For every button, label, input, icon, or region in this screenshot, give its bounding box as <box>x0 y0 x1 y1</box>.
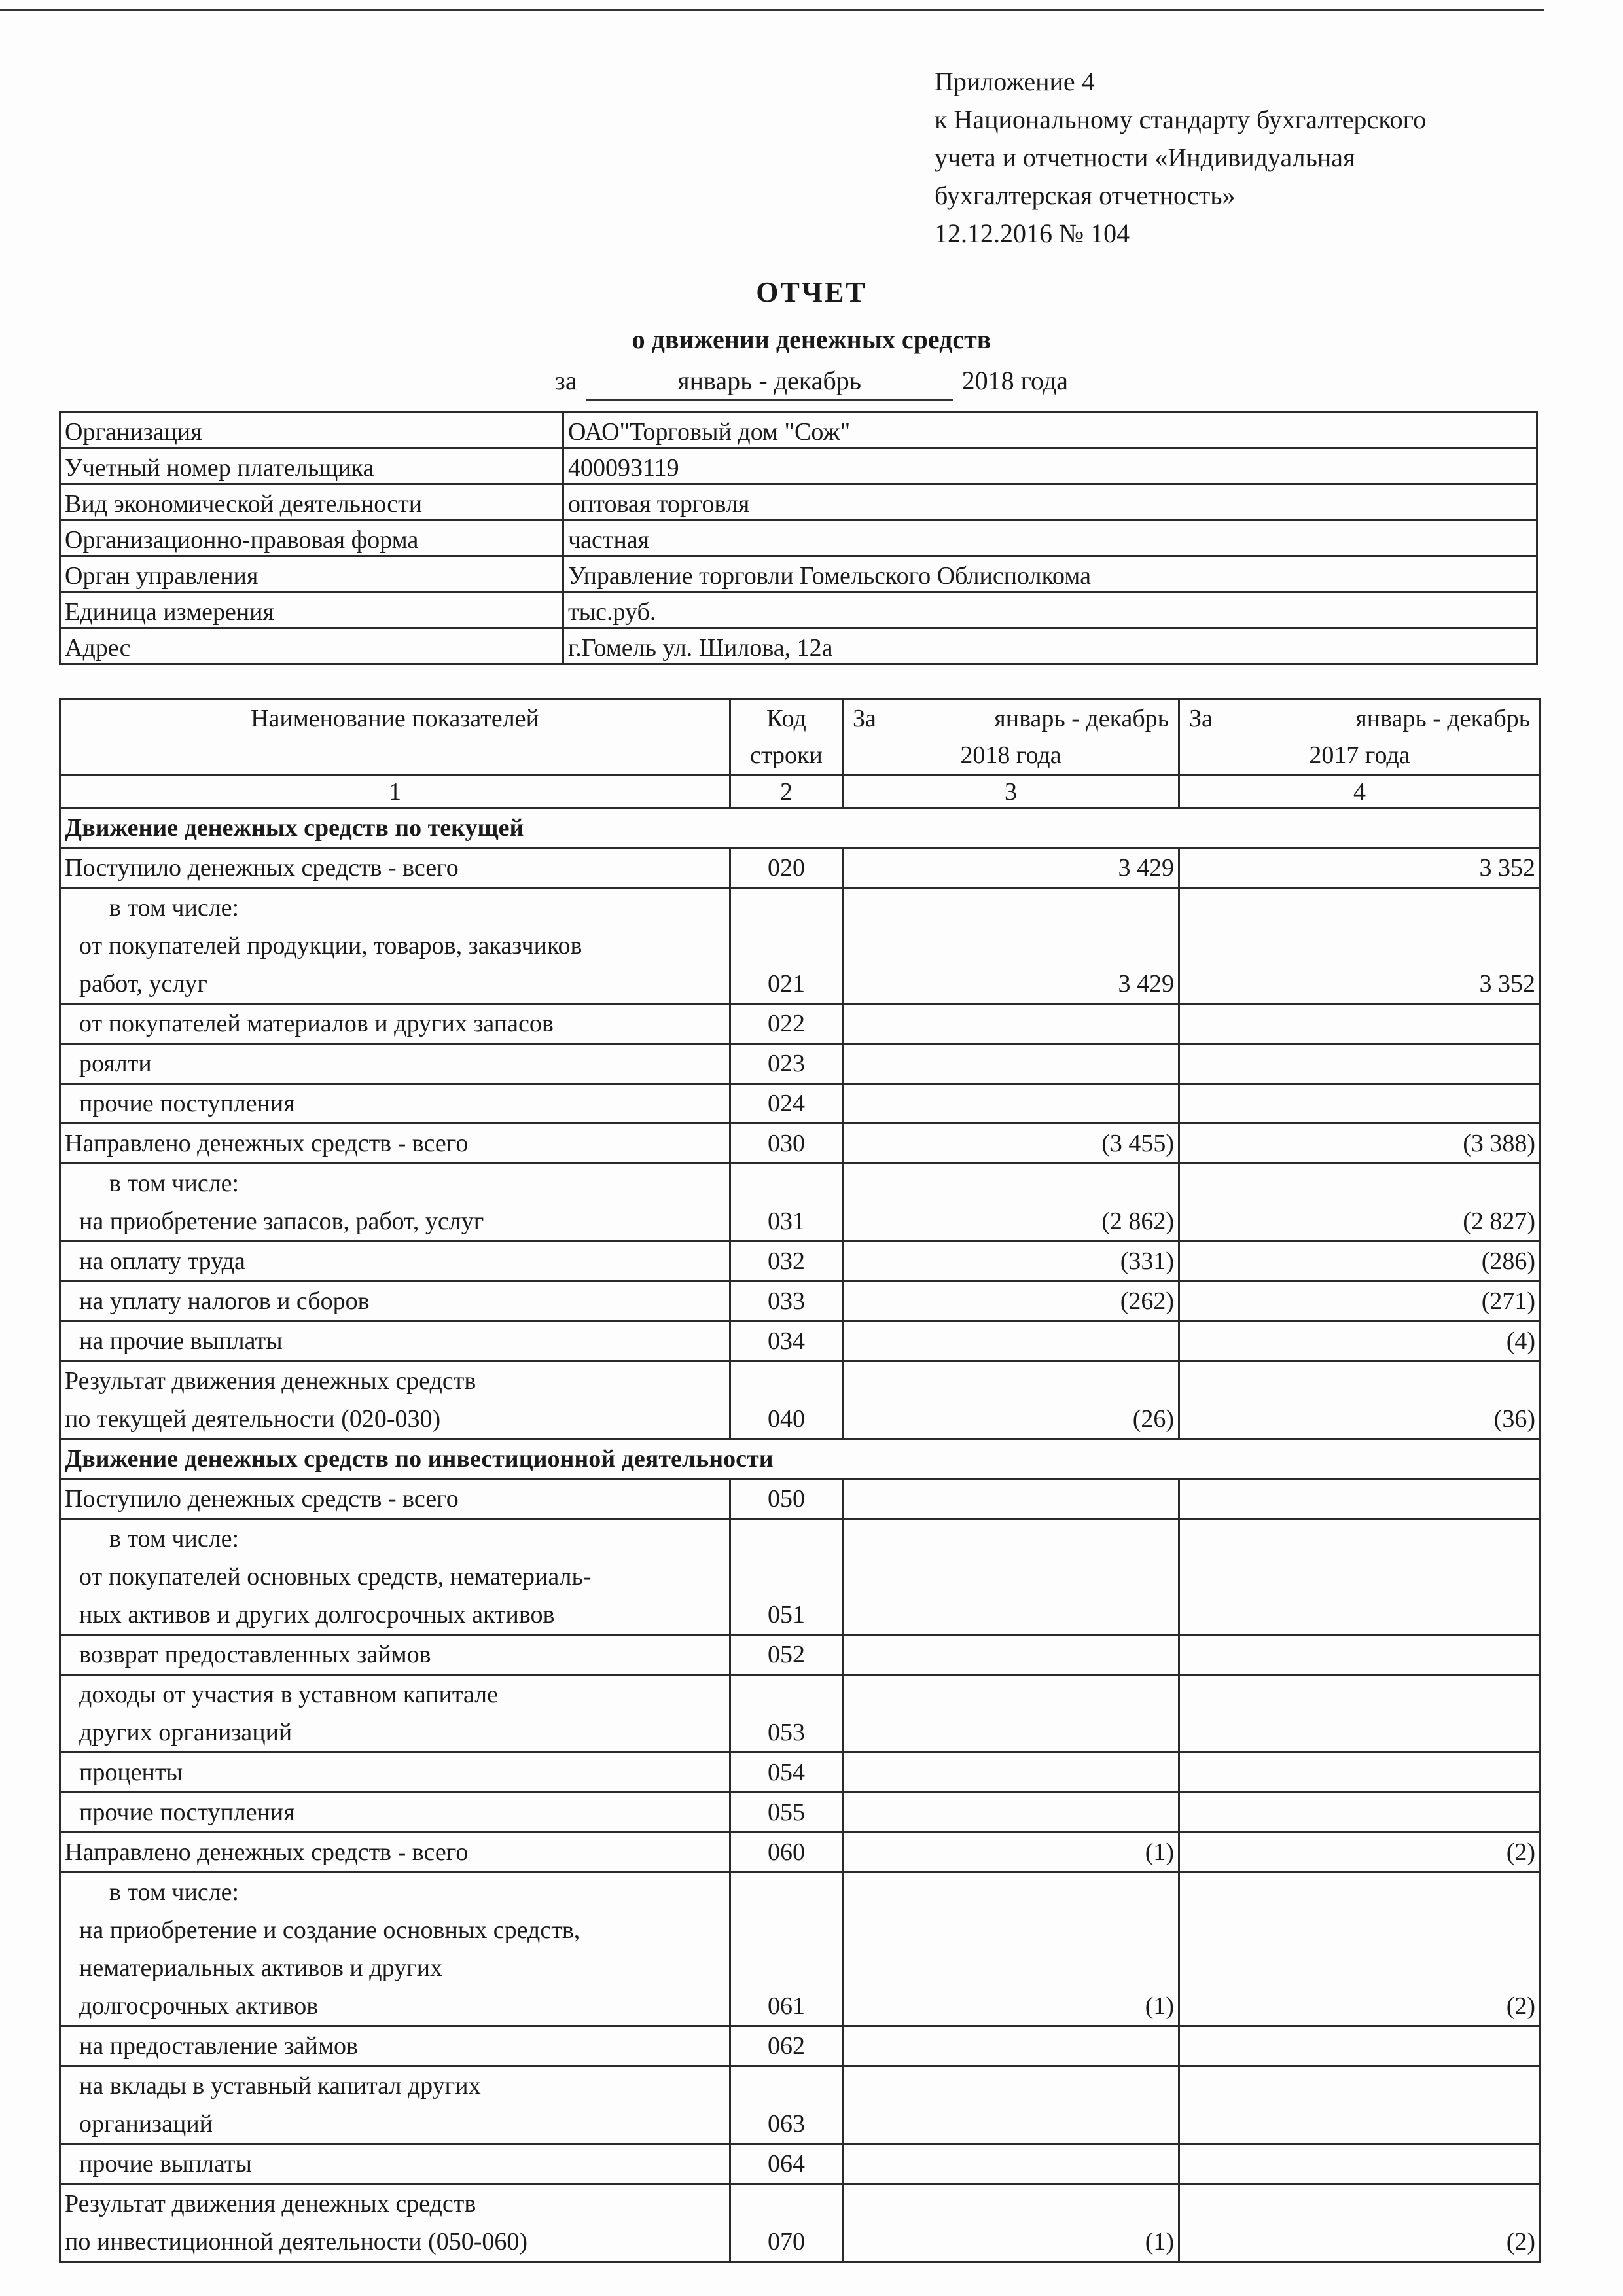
row-label <box>60 888 730 1004</box>
row-label <box>60 1242 730 1282</box>
row-value-2017: (36) <box>1179 1361 1541 1439</box>
row-value-2017 <box>1179 1084 1541 1124</box>
row-code: 062 <box>730 2026 843 2066</box>
column-number-row <box>60 775 1541 808</box>
row-value-2017 <box>1179 1004 1541 1044</box>
row-value-2018: (1) <box>843 1873 1179 2026</box>
table-header-row <box>60 700 1541 775</box>
table-row <box>60 2144 1541 2184</box>
row-code: 052 <box>730 1635 843 1675</box>
section-current-activity: Движение денежных средств по текущей <box>60 808 1541 848</box>
row-value-2018 <box>843 1635 1179 1675</box>
row-label-line: Направлено денежных средств - всего <box>65 1130 469 1157</box>
period-range: январь - декабрь <box>586 363 953 401</box>
row-label <box>60 1793 730 1833</box>
info-row <box>60 484 1537 520</box>
row-value-2018 <box>843 1044 1179 1084</box>
header-za: За <box>853 705 876 732</box>
row-label-line: в том числе: <box>109 1525 240 1552</box>
row-value-2018 <box>843 1753 1179 1793</box>
info-value: оптовая торговля <box>563 484 1537 520</box>
header-period: январь - декабрь <box>994 705 1169 732</box>
row-label <box>60 1833 730 1873</box>
header-year: 2018 года <box>960 742 1061 769</box>
info-row <box>60 556 1537 592</box>
header-period-2018-top <box>847 700 1174 737</box>
row-value-2018 <box>843 2066 1179 2144</box>
row-value-2018: (262) <box>843 1282 1179 1321</box>
table-row <box>60 1164 1541 1242</box>
row-code: 030 <box>730 1124 843 1164</box>
row-code: 031 <box>730 1164 843 1242</box>
info-row <box>60 520 1537 556</box>
header-indicator-name: Наименование показателей <box>60 700 730 775</box>
column-number: 4 <box>1179 775 1541 808</box>
row-label <box>60 1321 730 1361</box>
row-value-2018 <box>843 1004 1179 1044</box>
appendix-line: учета и отчетности «Индивидуальная <box>935 143 1355 172</box>
report-title: ОТЧЕТ <box>756 276 867 308</box>
appendix-line: 12.12.2016 № 104 <box>935 219 1130 248</box>
report-subtitle: о движении денежных средств <box>632 325 991 354</box>
row-label <box>60 1873 730 2026</box>
row-value-2018 <box>843 1793 1179 1833</box>
row-label <box>60 1044 730 1084</box>
row-value-2017: (4) <box>1179 1321 1541 1361</box>
column-number: 2 <box>730 775 843 808</box>
info-row <box>60 412 1537 448</box>
appendix-note <box>935 63 1524 253</box>
row-label-line: на уплату налогов и сборов <box>79 1287 370 1315</box>
row-label-line: прочие выплаты <box>79 2150 252 2178</box>
row-label-line: по инвестиционной деятельности (050-060) <box>65 2228 528 2255</box>
info-value: 400093119 <box>563 448 1537 484</box>
row-code: 033 <box>730 1282 843 1321</box>
table-row <box>60 2026 1541 2066</box>
table-row <box>60 1479 1541 1519</box>
row-label-line: нематериальных активов и других <box>79 1954 443 1982</box>
row-value-2018 <box>843 1321 1179 1361</box>
table-row <box>60 1084 1541 1124</box>
section-investment-activity: Движение денежных средств по инвестиционной деятельности <box>60 1439 1541 1479</box>
row-value-2017: (2) <box>1179 1873 1541 2026</box>
report-heading <box>0 274 1623 401</box>
row-label-line: доходы от участия в уставном капитале <box>79 1681 498 1708</box>
row-value-2018 <box>843 1675 1179 1753</box>
header-za: За <box>1189 705 1213 732</box>
section-row <box>60 1439 1541 1479</box>
row-value-2017 <box>1179 2144 1541 2184</box>
header-period-2017 <box>1179 700 1541 775</box>
row-label-line: Результат движения денежных средств <box>65 1367 476 1395</box>
info-value: Управление торговли Гомельского Облисполкома <box>563 556 1537 592</box>
info-row <box>60 592 1537 628</box>
row-label-line: Поступило денежных средств - всего <box>65 1485 459 1513</box>
row-label <box>60 1282 730 1321</box>
row-value-2018: (1) <box>843 2184 1179 2262</box>
row-label-line: организаций <box>79 2110 213 2138</box>
row-code: 064 <box>730 2144 843 2184</box>
row-label-line: ных активов и других долгосрочных активов <box>79 1601 555 1628</box>
info-label: Орган управления <box>60 556 563 592</box>
row-label <box>60 1479 730 1519</box>
row-value-2018: 3 429 <box>843 888 1179 1004</box>
row-value-2017: 3 352 <box>1179 888 1541 1004</box>
row-label-line: на предоставление займов <box>79 2032 358 2060</box>
row-value-2018 <box>843 1084 1179 1124</box>
cash-flow-table <box>59 698 1541 2263</box>
row-label-line: прочие поступления <box>79 1090 295 1117</box>
row-label-line: на приобретение и создание основных средств, <box>79 1916 580 1944</box>
row-label-line: других организаций <box>79 1719 293 1746</box>
column-number: 3 <box>843 775 1179 808</box>
row-label <box>60 1675 730 1753</box>
row-label <box>60 2184 730 2262</box>
header-code-line2: строки <box>750 742 823 769</box>
info-label: Вид экономической деятельности <box>60 484 563 520</box>
row-value-2017: (2 827) <box>1179 1164 1541 1242</box>
row-code: 055 <box>730 1793 843 1833</box>
row-value-2017: 3 352 <box>1179 848 1541 888</box>
row-label <box>60 1519 730 1635</box>
row-value-2018: 3 429 <box>843 848 1179 888</box>
header-period: январь - декабрь <box>1355 705 1530 732</box>
row-label <box>60 1164 730 1242</box>
row-code: 051 <box>730 1519 843 1635</box>
info-label: Единица измерения <box>60 592 563 628</box>
table-row <box>60 848 1541 888</box>
row-label-line: долгосрочных активов <box>79 1992 319 2020</box>
row-label-line: на вклады в уставный капитал других <box>79 2072 481 2100</box>
row-value-2018 <box>843 1479 1179 1519</box>
row-value-2017: (2) <box>1179 2184 1541 2262</box>
row-label-line: роялти <box>79 1050 152 1077</box>
table-row <box>60 1833 1541 1873</box>
row-value-2018 <box>843 1519 1179 1635</box>
header-code <box>730 700 843 775</box>
info-label: Организация <box>60 412 563 448</box>
appendix-line: к Национальному стандарту бухгалтерского <box>935 105 1427 134</box>
row-label <box>60 2144 730 2184</box>
row-code: 022 <box>730 1004 843 1044</box>
row-value-2017 <box>1179 2066 1541 2144</box>
row-code: 050 <box>730 1479 843 1519</box>
row-code: 053 <box>730 1675 843 1753</box>
header-period-2018 <box>843 700 1179 775</box>
row-value-2017 <box>1179 1793 1541 1833</box>
info-value: ОАО"Торговый дом "Сож" <box>563 412 1537 448</box>
row-label-line: Поступило денежных средств - всего <box>65 854 459 882</box>
row-value-2017 <box>1179 2026 1541 2066</box>
row-label-line: в том числе: <box>109 1878 240 1906</box>
table-row <box>60 1793 1541 1833</box>
table-row <box>60 1675 1541 1753</box>
row-value-2017 <box>1179 1519 1541 1635</box>
row-label <box>60 1004 730 1044</box>
row-code: 054 <box>730 1753 843 1793</box>
info-label: Организационно-правовая форма <box>60 520 563 556</box>
row-code: 020 <box>730 848 843 888</box>
info-row <box>60 448 1537 484</box>
table-row <box>60 1873 1541 2026</box>
row-value-2018: (331) <box>843 1242 1179 1282</box>
appendix-line: бухгалтерская отчетность» <box>935 181 1236 210</box>
table-row <box>60 1753 1541 1793</box>
row-label-line: Направлено денежных средств - всего <box>65 1839 469 1866</box>
info-value: частная <box>563 520 1537 556</box>
row-value-2017 <box>1179 1675 1541 1753</box>
investment-activity-rows <box>60 1479 1541 2262</box>
row-code: 060 <box>730 1833 843 1873</box>
row-value-2017 <box>1179 1479 1541 1519</box>
row-label-line: в том числе: <box>109 894 240 922</box>
row-label-line: проценты <box>79 1759 183 1786</box>
header-code-line1: Код <box>766 705 806 732</box>
row-label-line: возврат предоставленных займов <box>79 1641 431 1668</box>
row-value-2018 <box>843 2026 1179 2066</box>
table-row <box>60 1321 1541 1361</box>
table-row <box>60 1282 1541 1321</box>
row-label <box>60 1361 730 1439</box>
row-label <box>60 1124 730 1164</box>
row-code: 024 <box>730 1084 843 1124</box>
row-value-2018: (26) <box>843 1361 1179 1439</box>
row-code: 063 <box>730 2066 843 2144</box>
current-activity-rows <box>60 848 1541 1439</box>
row-code: 023 <box>730 1044 843 1084</box>
row-label-line: от покупателей материалов и других запасов <box>79 1010 554 1037</box>
table-row <box>60 1124 1541 1164</box>
row-value-2017 <box>1179 1044 1541 1084</box>
period-prefix: за <box>555 366 577 395</box>
row-label-line: Результат движения денежных средств <box>65 2190 476 2217</box>
section-row <box>60 808 1541 848</box>
row-label-line: на прочие выплаты <box>79 1327 283 1355</box>
row-value-2018: (1) <box>843 1833 1179 1873</box>
row-label <box>60 1753 730 1793</box>
appendix-line: Приложение 4 <box>935 67 1095 96</box>
row-value-2017 <box>1179 1753 1541 1793</box>
row-value-2017: (3 388) <box>1179 1124 1541 1164</box>
row-code: 032 <box>730 1242 843 1282</box>
row-label <box>60 848 730 888</box>
column-number: 1 <box>60 775 730 808</box>
row-label-line: на приобретение запасов, работ, услуг <box>79 1208 484 1235</box>
table-row <box>60 1242 1541 1282</box>
row-label-line: работ, услуг <box>79 970 207 997</box>
header-period-2017-top <box>1184 700 1535 737</box>
table-row <box>60 1635 1541 1675</box>
table-row <box>60 2066 1541 2144</box>
info-value: г.Гомель ул. Шилова, 12а <box>563 628 1537 664</box>
table-row <box>60 1044 1541 1084</box>
row-label-line: на оплату труда <box>79 1247 245 1275</box>
row-code: 034 <box>730 1321 843 1361</box>
row-code: 021 <box>730 888 843 1004</box>
row-code: 040 <box>730 1361 843 1439</box>
table-row <box>60 888 1541 1004</box>
row-label <box>60 1084 730 1124</box>
row-label <box>60 1635 730 1675</box>
row-value-2017: (286) <box>1179 1242 1541 1282</box>
row-value-2017: (2) <box>1179 1833 1541 1873</box>
row-value-2017 <box>1179 1635 1541 1675</box>
report-period <box>0 363 1623 401</box>
top-border-line <box>0 9 1544 11</box>
row-label-line: в том числе: <box>109 1170 240 1197</box>
table-row <box>60 1361 1541 1439</box>
row-value-2018: (2 862) <box>843 1164 1179 1242</box>
organization-info-table <box>59 411 1538 665</box>
row-label <box>60 2066 730 2144</box>
info-label: Учетный номер плательщика <box>60 448 563 484</box>
row-value-2017: (271) <box>1179 1282 1541 1321</box>
row-value-2018: (3 455) <box>843 1124 1179 1164</box>
table-row <box>60 1519 1541 1635</box>
table-row <box>60 2184 1541 2262</box>
row-label-line: прочие поступления <box>79 1799 295 1826</box>
table-row <box>60 1004 1541 1044</box>
row-code: 070 <box>730 2184 843 2262</box>
row-label <box>60 2026 730 2066</box>
info-value: тыс.руб. <box>563 592 1537 628</box>
row-code: 061 <box>730 1873 843 2026</box>
info-label: Адрес <box>60 628 563 664</box>
row-value-2018 <box>843 2144 1179 2184</box>
info-row <box>60 628 1537 664</box>
period-year: 2018 года <box>961 366 1068 395</box>
row-label-line: от покупателей основных средств, нематериаль- <box>79 1563 592 1590</box>
header-year: 2017 года <box>1309 742 1410 769</box>
row-label-line: по текущей деятельности (020-030) <box>65 1405 441 1433</box>
row-label-line: от покупателей продукции, товаров, заказчиков <box>79 932 582 960</box>
